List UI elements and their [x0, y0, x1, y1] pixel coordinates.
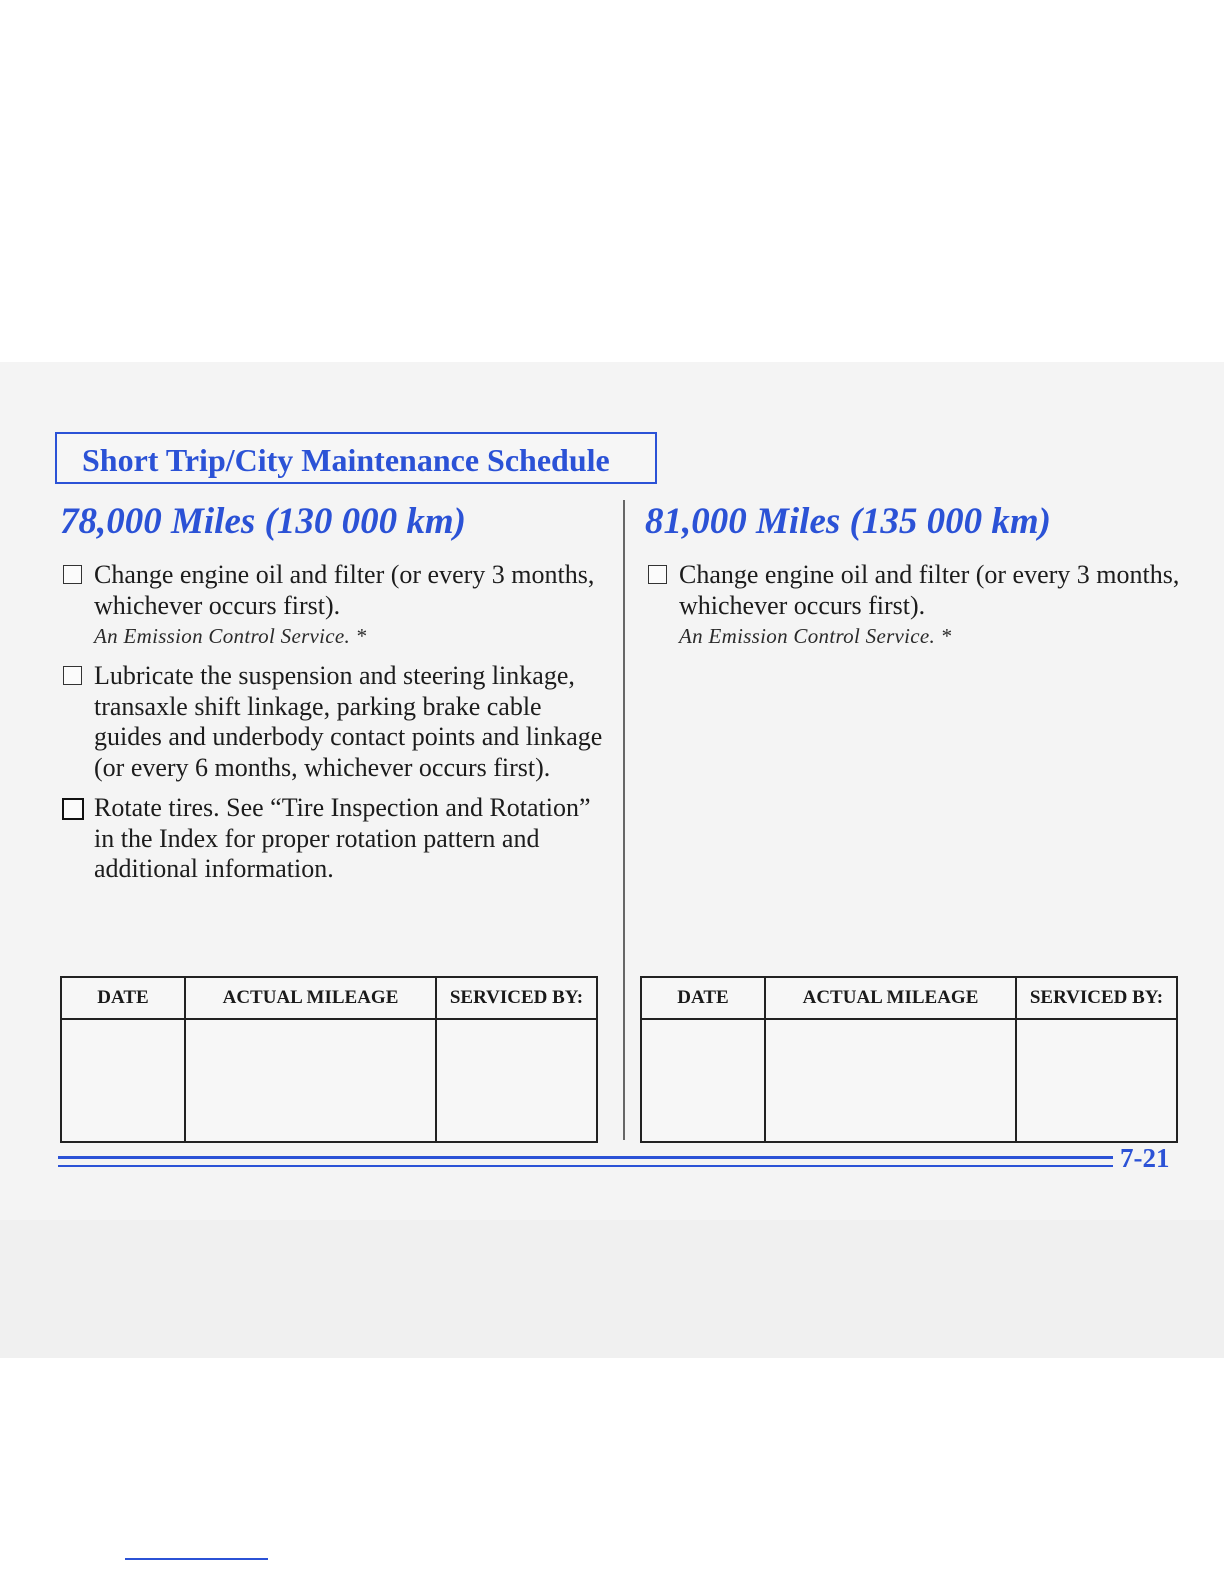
service-log-table — [640, 976, 1178, 1143]
task-checkbox[interactable] — [63, 565, 82, 584]
bottom-rule — [125, 1558, 268, 1560]
task-item — [60, 793, 610, 885]
interval-heading: 78,000 Miles (130 000 km) — [60, 501, 466, 542]
interval-81000-column — [645, 500, 1195, 651]
log-cell-serviced-by[interactable] — [436, 1019, 597, 1142]
task-note: An Emission Control Service. * — [679, 624, 952, 648]
log-header-date: DATE — [641, 977, 765, 1019]
log-entry-row — [61, 1019, 597, 1142]
task-checkbox[interactable] — [62, 798, 84, 820]
log-header-mileage: ACTUAL MILEAGE — [185, 977, 436, 1019]
page-number: 7-21 — [1120, 1143, 1170, 1173]
task-text: Lubricate the suspension and steering linkage, transaxle shift linkage, parking brake cable guides and underbody contact points and linkage (or every 6 months, whichever occurs first). — [94, 661, 603, 782]
task-item — [60, 560, 610, 651]
log-header-mileage: ACTUAL MILEAGE — [765, 977, 1016, 1019]
log-header-row — [61, 977, 597, 1019]
service-log-table — [60, 976, 598, 1143]
footer-rule — [58, 1156, 1113, 1159]
log-cell-serviced-by[interactable] — [1016, 1019, 1177, 1142]
section-title: Short Trip/City Maintenance Schedule — [82, 442, 610, 478]
section-title-box — [55, 432, 657, 484]
interval-78000-column — [60, 500, 610, 885]
log-cell-date[interactable] — [641, 1019, 765, 1142]
task-checkbox[interactable] — [63, 666, 82, 685]
column-divider — [623, 500, 625, 1140]
task-checkbox[interactable] — [648, 565, 667, 584]
footer-rule-thin — [58, 1165, 1113, 1167]
log-cell-date[interactable] — [61, 1019, 185, 1142]
task-text: Change engine oil and filter (or every 3 months, whichever occurs first). — [679, 560, 1180, 620]
task-item — [645, 560, 1195, 651]
task-item — [60, 661, 610, 783]
task-note: An Emission Control Service. * — [94, 624, 367, 648]
log-entry-row — [641, 1019, 1177, 1142]
log-cell-mileage[interactable] — [185, 1019, 436, 1142]
log-cell-mileage[interactable] — [765, 1019, 1016, 1142]
log-header-row — [641, 977, 1177, 1019]
page-lower-shade — [0, 1220, 1224, 1358]
log-header-date: DATE — [61, 977, 185, 1019]
log-header-serviced-by: SERVICED BY: — [436, 977, 597, 1019]
interval-heading: 81,000 Miles (135 000 km) — [645, 501, 1051, 542]
task-text: Rotate tires. See “Tire Inspection and Rotation” in the Index for proper rotation pattern and additional information. — [94, 793, 591, 883]
task-text: Change engine oil and filter (or every 3 months, whichever occurs first). — [94, 560, 595, 620]
log-header-serviced-by: SERVICED BY: — [1016, 977, 1177, 1019]
